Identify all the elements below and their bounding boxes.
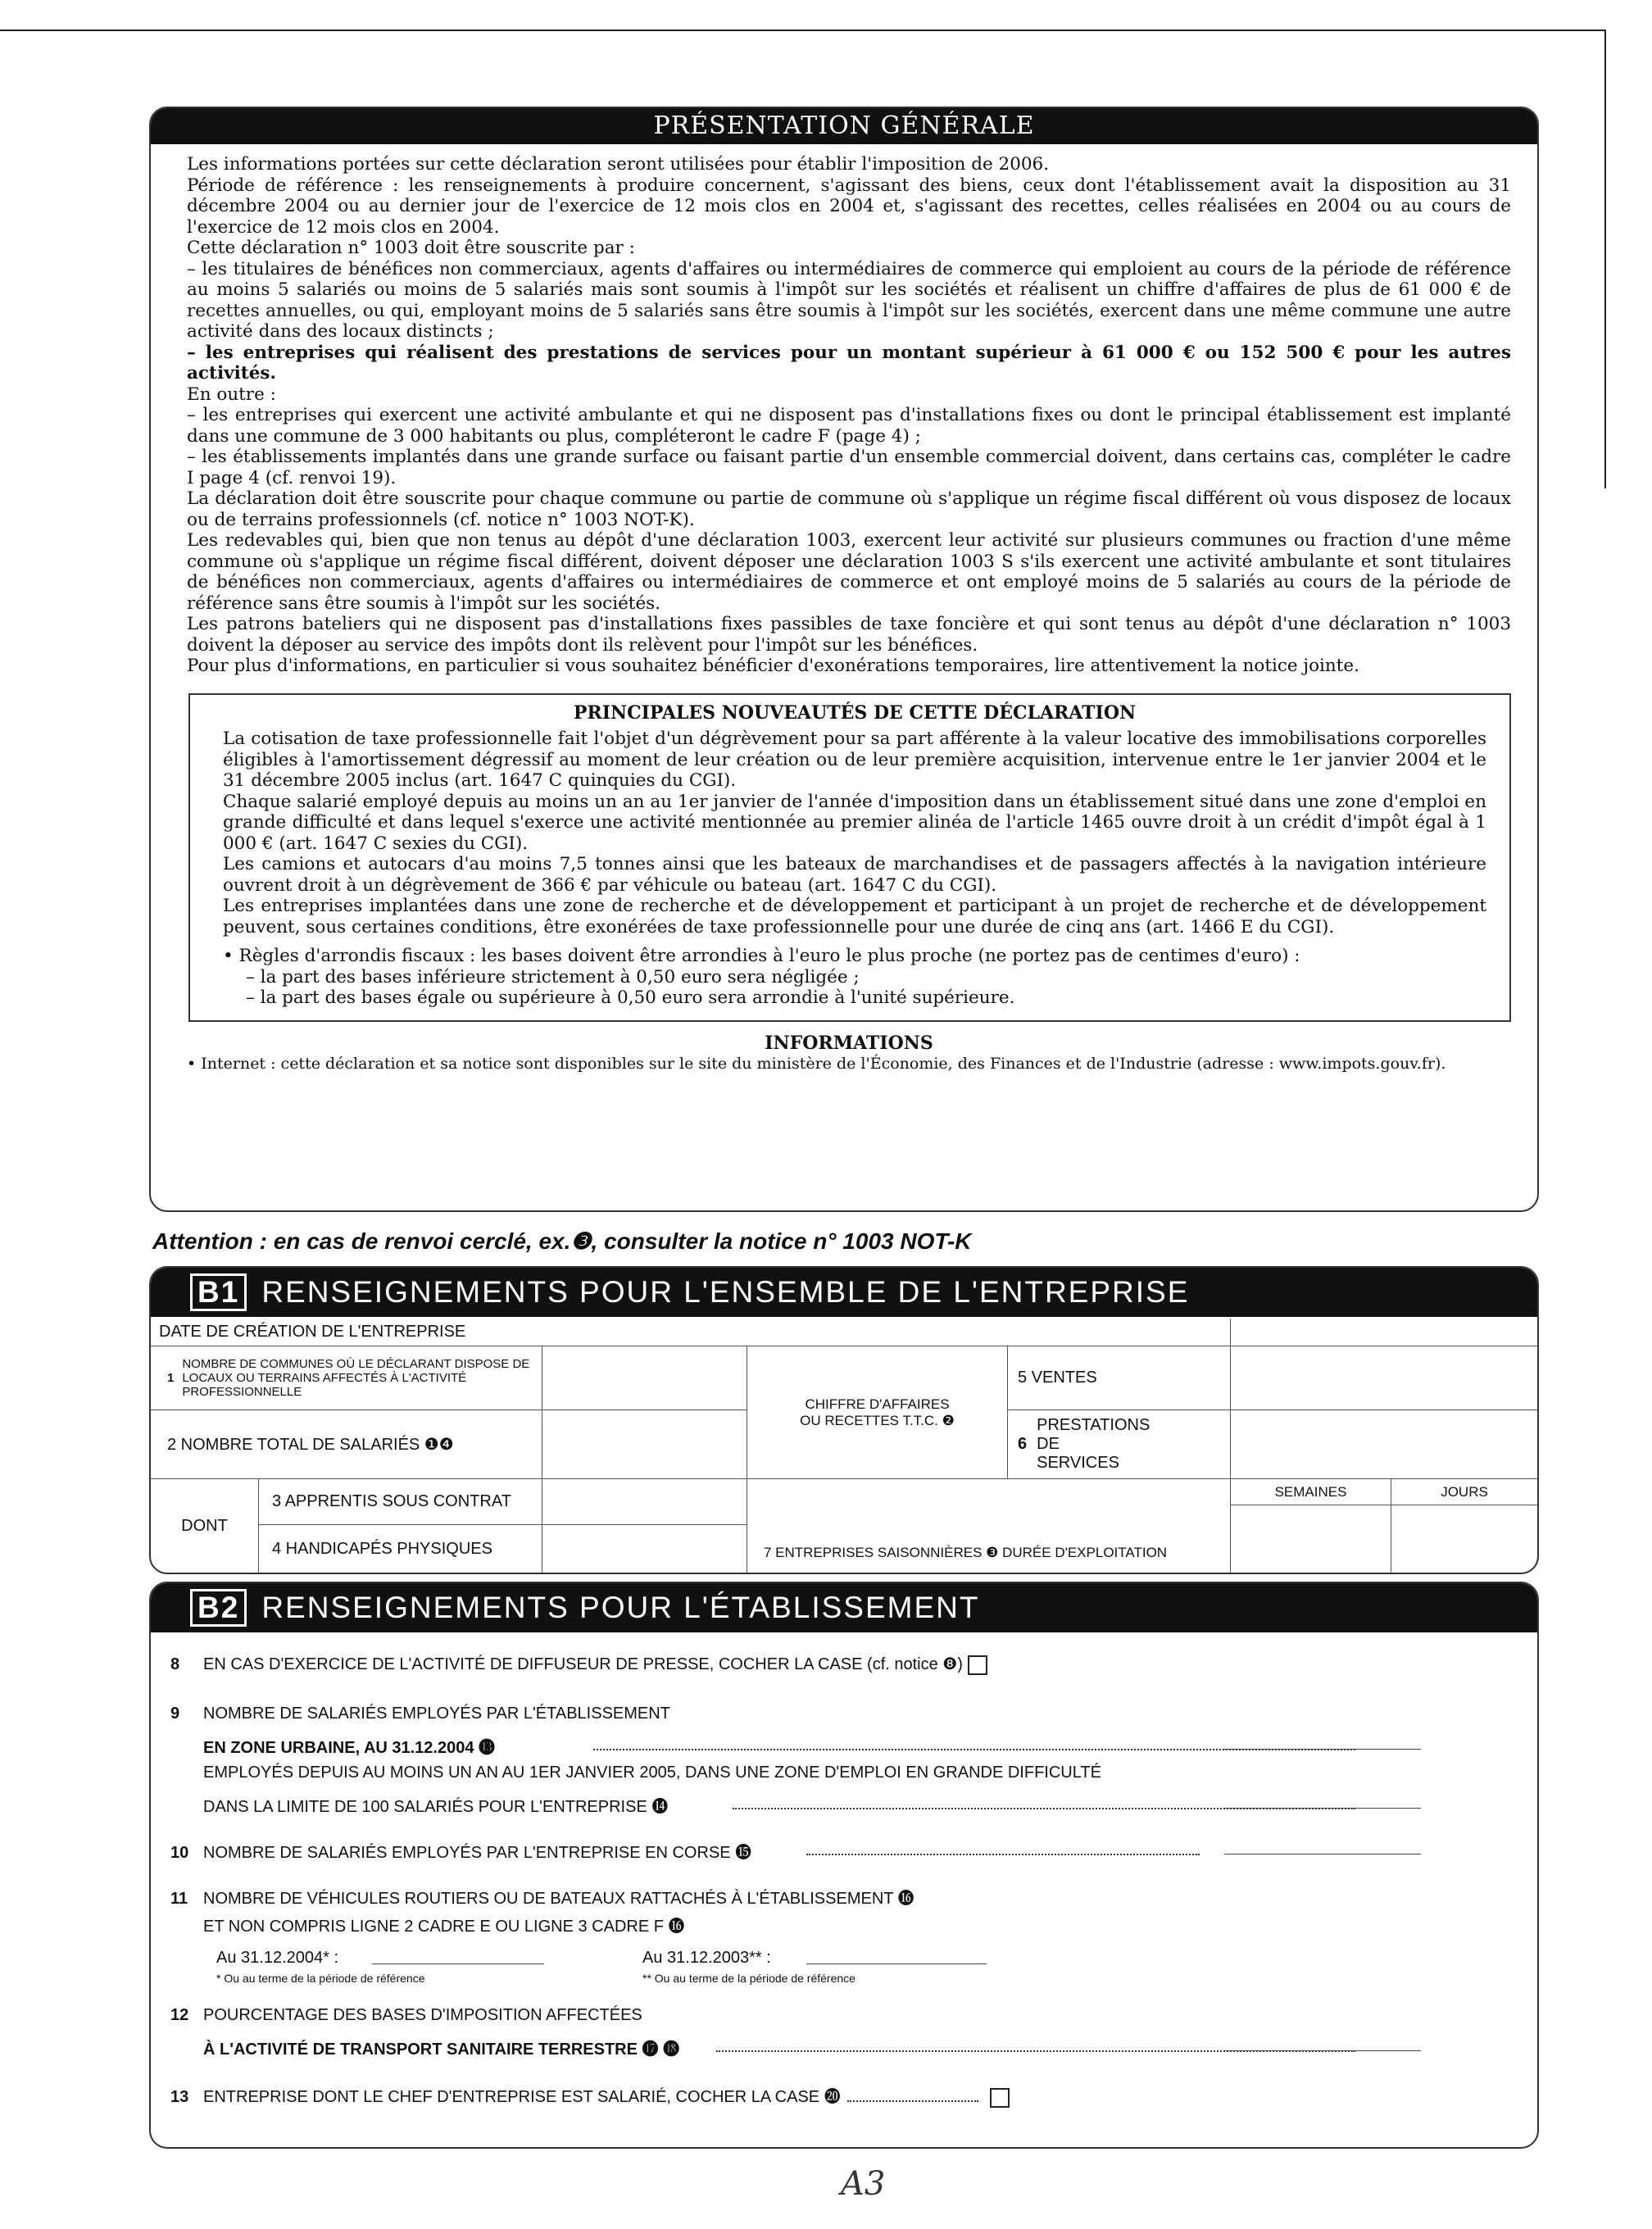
line-8-number: 8 bbox=[170, 1655, 180, 1673]
line-8-label: EN CAS D'EXERCICE DE L'ACTIVITÉ DE DIFFUSEUR DE PRESSE, COCHER LA CASE (cf. notice ❽) bbox=[203, 1655, 963, 1673]
au-2004-label: Au 31.12.2004* : bbox=[216, 1949, 339, 1967]
l2-field[interactable] bbox=[542, 1410, 747, 1479]
line-12a-label: POURCENTAGE DES BASES D'IMPOSITION AFFECTÉES bbox=[203, 2006, 642, 2024]
b2-panel bbox=[149, 1582, 1539, 2149]
presentation-panel bbox=[149, 107, 1539, 1212]
semaines-header: SEMAINES bbox=[1231, 1479, 1391, 1505]
presentation-title: PRÉSENTATION GÉNÉRALE bbox=[151, 108, 1537, 144]
line-11-number: 11 bbox=[170, 1890, 188, 1908]
pres-p5: – les entreprises qui réalisent des prestations de services pour un montant supérieur à 61 000 € ou 152 500 € pour les autres activités. bbox=[187, 342, 1511, 384]
pres-p1: Les informations portées sur cette déclaration seront utilisées pour établir l'imposition de 2006. bbox=[187, 154, 1050, 175]
b2-code: B2 bbox=[190, 1589, 247, 1627]
line-11a-label: NOMBRE DE VÉHICULES ROUTIERS OU DE BATEAUX RATTACHÉS À L'ÉTABLISSEMENT ⓰ bbox=[203, 1890, 914, 1908]
pres-p12: Pour plus d'informations, en particulier si vous souhaitez bénéficier d'exonérations temporaires, lire attentivement la notice jointe. bbox=[187, 656, 1359, 676]
line-12a bbox=[170, 2006, 642, 2025]
pres-p3: Cette déclaration n° 1003 doit être souscrite par : bbox=[187, 238, 635, 258]
l1-field[interactable] bbox=[542, 1346, 747, 1410]
line-11a bbox=[170, 1885, 914, 1909]
attention-note: Attention : en cas de renvoi cerclé, ex.❸, consulter la notice n° 1003 NOT-K bbox=[152, 1228, 972, 1254]
pres-p11: Les patrons bateliers qui ne disposent pas d'installations fixes passibles de taxe foncière et qui sont tenus au dépôt d'une déclaration n° 1003 doivent la déposer au service des impôts dont ils relèvent pour l'impôt sur les bénéfices. bbox=[187, 614, 1511, 656]
b1-header bbox=[151, 1268, 1537, 1317]
nouveaute-2: Chaque salarié employé depuis au moins un an au 1er janvier de l'année d'imposition dans un établissement situé dans une zone d'emploi en grande difficulté et dans lequel s'exerce une activité mentionnée au premier alinéa de l'article 1465 ouvre droit à un crédit d'impôt égal à 1 000 € (art. 1647 C sexies du CGI). bbox=[223, 791, 1486, 854]
semaines-field[interactable] bbox=[1231, 1505, 1391, 1573]
top-rule bbox=[0, 30, 1606, 31]
line-9-number: 9 bbox=[170, 1705, 180, 1723]
pres-p7: – les entreprises qui exercent une activité ambulante et qui ne disposent pas d'installations fixes ou dont le principal établissement est implanté dans une commune de 3 000 habitants ou plus, compléteront le cadre F (page 4) ; bbox=[187, 405, 1511, 447]
jours-header: JOURS bbox=[1391, 1479, 1537, 1505]
date-creation-label: DATE DE CRÉATION DE L'ENTREPRISE bbox=[151, 1319, 1231, 1346]
l3-field[interactable] bbox=[542, 1479, 747, 1525]
nouveaute-1: La cotisation de taxe professionnelle fait l'objet d'un dégrèvement pour sa part afférente à la valeur locative des immobilisations corporelles éligibles à l'amortissement dégressif au moment de leur création ou de leur première acquisition, intervenue entre le 1er janvier 2004 et le 31 décembre 2005 inclus (art. 1647 C quinquies du CGI). bbox=[223, 729, 1486, 791]
pres-p6: En outre : bbox=[187, 384, 276, 405]
line-10-leader bbox=[806, 1854, 1200, 1855]
line-13 bbox=[170, 2083, 1010, 2108]
dont-label: DONT bbox=[151, 1479, 259, 1573]
line-9c-label: EMPLOYÉS DEPUIS AU MOINS UN AN AU 1ER JANVIER 2005, DANS UNE ZONE D'EMPLOI EN GRANDE DIFFICULTÉ bbox=[203, 1764, 1101, 1782]
b2-title: RENSEIGNEMENTS POUR L'ÉTABLISSEMENT bbox=[261, 1591, 980, 1624]
line-9a-label: NOMBRE DE SALARIÉS EMPLOYÉS PAR L'ÉTABLISSEMENT bbox=[203, 1705, 670, 1723]
l3-label: 3 APPRENTIS SOUS CONTRAT bbox=[259, 1479, 542, 1525]
l2-label: 2 NOMBRE TOTAL DE SALARIÉS ❶❹ bbox=[151, 1410, 542, 1479]
line-9b-field[interactable] bbox=[1224, 1749, 1421, 1750]
pres-p9: La déclaration doit être souscrite pour chaque commune ou partie de commune où s'applique un régime fiscal différent où vous disposez de locaux ou de terrains professionnels (cf. notice n° 1003 NOT-K). bbox=[187, 488, 1511, 530]
nouveautes-box bbox=[188, 693, 1511, 1022]
line-10-number: 10 bbox=[170, 1844, 189, 1862]
b1-code: B1 bbox=[190, 1273, 247, 1311]
l4-label: 4 HANDICAPÉS PHYSIQUES bbox=[259, 1525, 542, 1573]
l6-label bbox=[1008, 1410, 1231, 1479]
pres-p2: Période de référence : les renseignements à produire concernent, s'agissant des biens, ceux dont l'établissement avait la disposition au 31 décembre 2004 ou au dernier jour de l'exercice de 12 mois clos en 2004 et, s'agissant des recettes, celles réalisées en 2004 ou au cours de l'exercice de 12 mois clos en 2004. bbox=[187, 175, 1511, 238]
nouveaute-4: Les entreprises implantées dans une zone de recherche et de développement et participant à un projet de recherche et de développement peuvent, sous certaines conditions, être exonérées de taxe professionnelle pour une durée de cinq ans (art. 1466 E du CGI). bbox=[223, 896, 1486, 937]
line-13-label: ENTREPRISE DONT LE CHEF D'ENTREPRISE EST SALARIÉ, COCHER LA CASE ⓴ bbox=[203, 2088, 841, 2106]
l4-field[interactable] bbox=[542, 1525, 747, 1573]
l6-field[interactable] bbox=[1231, 1410, 1537, 1479]
l1-label bbox=[151, 1346, 542, 1410]
line-9b-label: EN ZONE URBAINE, AU 31.12.2004 ⓭ bbox=[203, 1739, 496, 1757]
info-title: INFORMATIONS bbox=[765, 1032, 933, 1054]
line-9a bbox=[170, 1705, 670, 1723]
right-rule bbox=[1604, 30, 1606, 488]
line-13-number: 13 bbox=[170, 2088, 189, 2106]
b2-header bbox=[151, 1583, 1537, 1632]
line-12b-field[interactable] bbox=[1224, 2050, 1421, 2051]
jours-field[interactable] bbox=[1391, 1505, 1537, 1573]
line-13-checkbox[interactable] bbox=[990, 2088, 1010, 2108]
l6-text: PRESTATIONS DE SERVICES bbox=[1037, 1416, 1150, 1472]
rule-1: – la part des bases inférieure strictement à 0,50 euro sera négligée ; bbox=[246, 966, 860, 987]
au-2003-label: Au 31.12.2003** : bbox=[642, 1949, 771, 1967]
nouveautes-title: PRINCIPALES NOUVEAUTÉS DE CETTE DÉCLARATION bbox=[573, 701, 1137, 724]
pres-p10: Les redevables qui, bien que non tenus au dépôt d'une déclaration 1003, exercent leur activité sur plusieurs communes ou fraction d'une même commune où s'applique un régime fiscal différent, doivent déposer une déclaration 1003 S s'ils exercent une activité ambulante et sont titulaires de bénéfices non commerciaux, agents d'affaires ou intermédiaires de commerce et ont employé moins de 5 salariés au cours de la période de référence sans être soumis à l'impôt sur les sociétés. bbox=[187, 530, 1511, 614]
line-10-label: NOMBRE DE SALARIÉS EMPLOYÉS PAR L'ENTREPRISE EN CORSE ⓯ bbox=[203, 1844, 752, 1862]
l7-label: 7 ENTREPRISES SAISONNIÈRES ❸ DURÉE D'EXPLOITATION bbox=[747, 1479, 1231, 1573]
info-text: • Internet : cette déclaration et sa notice sont disponibles sur le site du ministère de l'Économie, des Finances et de l'Industrie (adresse : www.impots.gouv.fr). bbox=[187, 1055, 1446, 1073]
b1-panel bbox=[149, 1266, 1539, 1574]
l5-label: 5 VENTES bbox=[1008, 1346, 1231, 1410]
line-11b-label: ET NON COMPRIS LIGNE 2 CADRE E OU LIGNE 3 CADRE F ⓰ bbox=[203, 1918, 685, 1936]
l5-field[interactable] bbox=[1231, 1346, 1537, 1410]
l6-number: 6 bbox=[1018, 1435, 1028, 1453]
note-2004: * Ou au terme de la période de référence bbox=[216, 1972, 425, 1985]
b1-title: RENSEIGNEMENTS POUR L'ENSEMBLE DE L'ENTREPRISE bbox=[261, 1275, 1190, 1309]
page-mark: A3 bbox=[841, 2165, 886, 2203]
l1-text: NOMBRE DE COMMUNES OÙ LE DÉCLARANT DISPOSE DE LOCAUX OU TERRAINS AFFECTÉS À L'ACTIVITÉ PROFESSIONNELLE bbox=[182, 1357, 530, 1399]
line-12b-label: À L'ACTIVITÉ DE TRANSPORT SANITAIRE TERRESTRE ⓱ ⓲ bbox=[203, 2041, 680, 2059]
line-9d-label: DANS LA LIMITE DE 100 SALARIÉS POUR L'ENTREPRISE ⓮ bbox=[203, 1798, 669, 1816]
line-12-number: 12 bbox=[170, 2006, 189, 2024]
au-2004-field[interactable] bbox=[372, 1963, 544, 1964]
b1-grid bbox=[151, 1319, 1537, 1573]
ca-label: CHIFFRE D'AFFAIRES OU RECETTES T.T.C. ❷ bbox=[747, 1346, 1008, 1479]
rules-heading: • Règles d'arrondis fiscaux : les bases doivent être arrondies à l'euro le plus proche (ne portez pas de centimes d'euro) : bbox=[223, 946, 1300, 966]
l1-number: 1 bbox=[167, 1371, 175, 1385]
line-9d-field[interactable] bbox=[1224, 1808, 1421, 1809]
note-2003: ** Ou au terme de la période de référence bbox=[642, 1972, 856, 1985]
au-2003-field[interactable] bbox=[806, 1963, 987, 1964]
line-8 bbox=[170, 1654, 987, 1675]
nouveaute-3: Les camions et autocars d'au moins 7,5 tonnes ainsi que les bateaux de marchandises et de passagers affectés à la navigation intérieure ouvrent droit à un dégrèvement de 366 € par véhicule ou bateau (art. 1647 C du CGI). bbox=[223, 854, 1486, 896]
rule-2: – la part des bases égale ou supérieure à 0,50 euro sera arrondie à l'unité supérieure. bbox=[246, 987, 1015, 1008]
date-creation-field[interactable] bbox=[1231, 1319, 1537, 1346]
line-8-checkbox[interactable] bbox=[968, 1655, 987, 1675]
line-13-leader bbox=[847, 2100, 978, 2102]
line-10 bbox=[170, 1839, 751, 1863]
pres-p4: – les titulaires de bénéfices non commerciaux, agents d'affaires ou intermédiaires de commerce qui emploient au cours de la période de référence au moins 5 salariés ou moins de 5 salariés mais sont soumis à l'impôt sur les sociétés et réalisent un chiffre d'affaires de plus de 61 000 € de recettes annuelles, ou qui, employant moins de 5 salariés sans être soumis à l'impôt sur les sociétés, exercent dans une même commune une autre activité dans des locaux distincts ; bbox=[187, 258, 1511, 342]
pres-p8: – les établissements implantés dans une grande surface ou faisant partie d'un ensemble commercial doivent, dans certains cas, compléter le cadre I page 4 (cf. renvoi 19). bbox=[187, 447, 1511, 488]
